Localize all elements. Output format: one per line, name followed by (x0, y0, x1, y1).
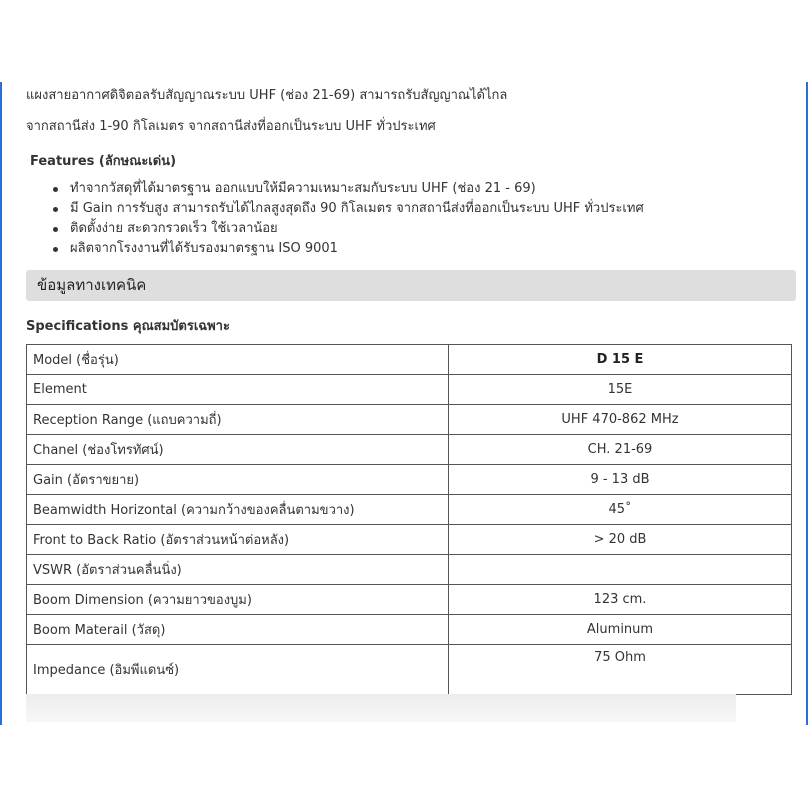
spec-label: Model (ชื่อรุ่น) (27, 345, 449, 375)
spec-value: D 15 E (449, 345, 792, 375)
intro-line-1: แผงสายอากาศดิจิตอลรับสัญญาณระบบ UHF (ช่อง 21-69) สามารถรับสัญญาณได้ไกล (26, 88, 508, 103)
table-row (27, 465, 792, 495)
table-bottom-shadow (26, 694, 736, 722)
spec-label: Front to Back Ratio (อัตราส่วนหน้าต่อหลัง) (27, 525, 449, 555)
spec-label: Gain (อัตราขยาย) (27, 465, 449, 495)
spec-value: UHF 470-862 MHz (449, 405, 792, 435)
spec-value: 123 cm. (449, 585, 792, 615)
technical-info-title: ข้อมูลทางเทคนิค (37, 276, 147, 294)
features-heading: Features (ลักษณะเด่น) (30, 154, 177, 169)
table-row (27, 405, 792, 435)
spec-value: CH. 21-69 (449, 435, 792, 465)
table-row (27, 645, 792, 695)
table-row (27, 345, 792, 375)
spec-label: VSWR (อัตราส่วนคลื่นนิ่ง) (27, 555, 449, 585)
spec-label: Element (27, 375, 449, 405)
specifications-table (26, 344, 792, 695)
spec-value (449, 555, 792, 585)
specifications-heading: Specifications คุณสมบัตรเฉพาะ (26, 319, 230, 334)
spec-value: 45˚ (449, 495, 792, 525)
table-row (27, 525, 792, 555)
table-row (27, 435, 792, 465)
spec-label: Boom Dimension (ความยาวของบูม) (27, 585, 449, 615)
table-row (27, 585, 792, 615)
spec-label: Chanel (ช่องโทรทัศน์) (27, 435, 449, 465)
feature-item: ทำจากวัสดุที่ได้มาตรฐาน ออกแบบให้มีความเหมาะสมกับระบบ UHF (ช่อง 21 - 69) (48, 179, 644, 199)
spec-label: Reception Range (แถบความถี่) (27, 405, 449, 435)
spec-label: Beamwidth Horizontal (ความกว้างของคลื่นตามขวาง) (27, 495, 449, 525)
technical-info-section-bar (26, 270, 796, 301)
table-row (27, 495, 792, 525)
spec-value: 9 - 13 dB (449, 465, 792, 495)
spec-label: Boom Materail (วัสดุ) (27, 615, 449, 645)
feature-item: ติดตั้งง่าย สะดวกรวดเร็ว ใช้เวลาน้อย (48, 219, 644, 239)
spec-label: Impedance (อิมพีแดนซ์) (27, 645, 449, 695)
intro-line-2: จากสถานีส่ง 1-90 กิโลเมตร จากสถานีส่งที่ออกเป็นระบบ UHF ทั่วประเทศ (26, 119, 436, 134)
table-row (27, 615, 792, 645)
spec-value: Aluminum (449, 615, 792, 645)
features-list (48, 179, 644, 259)
spec-value: 15E (449, 375, 792, 405)
feature-item: มี Gain การรับสูง สามารถรับได้ไกลสูงสุดถึง 90 กิโลเมตร จากสถานีส่งที่ออกเป็นระบบ UHF ทั่วประเทศ (48, 199, 644, 219)
spec-value: 75 Ohm (449, 645, 792, 695)
feature-item: ผลิตจากโรงงานที่ได้รับรองมาตรฐาน ISO 9001 (48, 239, 644, 259)
panel-left-border (0, 82, 2, 725)
spec-value: > 20 dB (449, 525, 792, 555)
table-row (27, 375, 792, 405)
product-description-panel (0, 82, 808, 725)
table-row (27, 555, 792, 585)
